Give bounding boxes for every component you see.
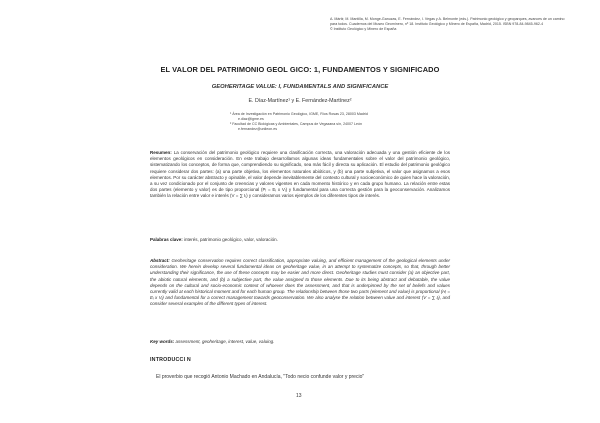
citation-block xyxy=(330,17,580,32)
citation-line: A. Mártir, M. Mantilla, M. Monge-Ganuzas, E. Fernández, I. Vegas y A. Belmonte (eds.). Patrimonio geológico y geoparques, avances de un camino xyxy=(330,17,565,21)
resumen-text: La conservación del patrimonio geológico requiere una clasificación correcta, una valoración adecuada y una gestión eficiente de los elementos geológicos en consideración. En este trabajo desarrollamos algunas ideas fundamentales sobre el valor del patrimonio geológico, sistematizando los conceptos, de forma que, comprendiendo su significado, sea más fácil y directa su aplicación. El estudio del patrimonio geológico requiere considerar dos partes: (a) una parte objetiva, los elementos naturales abióticos, y (b) una parte subjetiva, el valor que asignamos a esos elementos. Por su carácter abstracto y opinable, el valor depende inevitablemente del contexto cultural y socioeconómico de quien hace la valoración, a su vez condicionado por el conjunto de creencias y valores vigentes en cada momento histórico y en cada grupo humano. La relación entre estas dos partes (elemento y valor) es de tipo proporcional (Pᵢ = Eᵢ x Vᵢ) y fundamental para una correcta gestión para la geoconservación. Analizamos también la relación entre valor e interés (V = ∑ Iᵢ) y consideramos varios ejemplos de los diferentes tipos de interés. xyxy=(150,150,450,199)
email-1: e.diaz@igme.es xyxy=(238,117,264,122)
affiliation-1: ¹ Área de Investigación en Patrimonio Geológico, IGME, Ríos Rosas 23, 28003 Madrid xyxy=(230,112,368,116)
abstract-label: Abstract: xyxy=(150,258,170,263)
paper-title-english: GEOHERITAGE VALUE: I, FUNDAMENTALS AND SIGNIFICANCE xyxy=(211,84,389,90)
affiliations xyxy=(230,112,450,132)
keywords-text: assessment, geoheritage, interest, value, valuing. xyxy=(174,339,275,344)
page-number: 13 xyxy=(296,393,302,399)
resumen-label: Resumen: xyxy=(150,150,172,155)
citation-line: para todos. Cuadernos del Museo Geominero, nº 18. Instituto Geológico y Minero de España, Madrid, 2015. ISBN 978-84-9845-962-4 xyxy=(330,22,544,26)
keywords-label: Key words: xyxy=(150,339,175,344)
email-2: e.fernandez@unileon.es xyxy=(238,127,278,132)
abstract-text: Geoheritage conservation requires correct classification, appropriate valuing, and efficient management of the geological elements under consideration. We herein develop several fundamental ideas on geoheritage value, in an attempt to systematize concepts, so that, through better understanding their significance, the use of these concepts may be easier and more direct. Geoheritage studies must consider (a) an objective part, the abiotic natural elements, and (b) a subjective part, the value assigned to those elements. Due to its being abstract and debatable, the value depends on the cultural and socio-economic context of whoever does the assessment, and that is underpinned by the set of beliefs and values currently valid at each historical moment and for each human group. The relationship between those two parts (element and value) is proportional (Hᵢ = Eᵢ x Vᵢ) and fundamental for a correct management towards geoconservation. We also analyse the relation between value and interest (V = ∑ Iᵢ), and consider several examples of the different types of interest. xyxy=(150,258,450,307)
palabras-label: Palabras clave: xyxy=(150,237,183,242)
palabras-clave xyxy=(150,237,450,243)
intro-paragraph: El proverbio que recogió Antonio Machado en Andalucía, "Todo necio confunde valor y precio" xyxy=(156,374,365,380)
abstract-paragraph xyxy=(150,258,450,308)
affiliation-2: ² Facultad de CC Biológicas y Ambientales, Campus de Vegazana s/n, 24007 León xyxy=(230,122,363,127)
citation-line: © Instituto Geológico y Minero de España xyxy=(330,27,397,31)
section-heading: INTRODUCCI N xyxy=(150,357,191,363)
palabras-text: interés, patrimonio geológico, valor, valoración. xyxy=(182,237,278,242)
authors: E. Díaz-Martínez¹ y E. Fernández-Martínez² xyxy=(248,98,352,104)
resumen-paragraph xyxy=(150,150,450,200)
keywords xyxy=(150,339,450,345)
paper-title: EL VALOR DEL PATRIMONIO GEOL GICO: 1, FUNDAMENTOS Y SIGNIFICADO xyxy=(160,65,440,74)
